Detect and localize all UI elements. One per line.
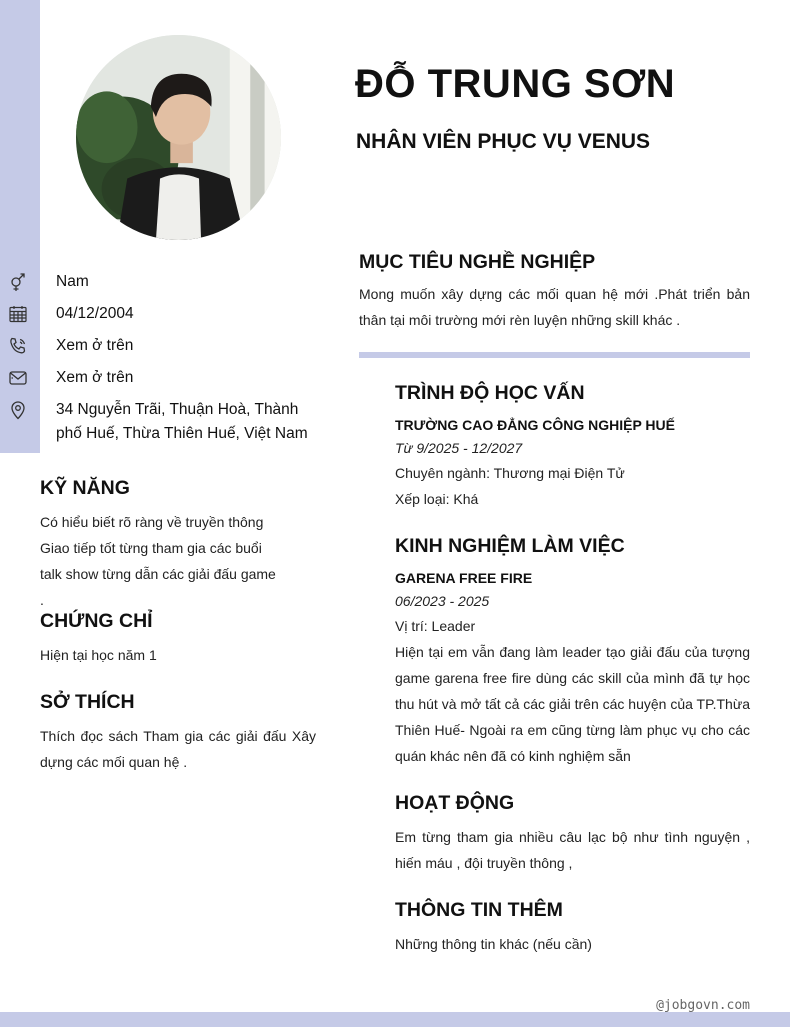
address-value: 34 Nguyễn Trãi, Thuận Hoà, Thành phố Huế, Thừa Thiên Huế, Việt Nam xyxy=(56,401,308,442)
profile-photo xyxy=(76,35,281,240)
calendar-icon xyxy=(8,304,30,326)
experience-period: 06/2023 - 2025 xyxy=(395,593,490,609)
experience-description: Hiện tại em vẫn đang làm leader tạo giải đấu của tượng game garena free fire dùng các skill của mình đã tự học thu hút và mở tất cả các giải trên các huyện của TP.Thừa Thiên Huế- Ngoài ra em cũng từng làm phục vụ cho các quán khác nên đã có kinh nghiệm sẵn xyxy=(395,644,751,764)
gender-value: Nam xyxy=(56,273,89,290)
email-value: Xem ở trên xyxy=(56,369,134,386)
certificates-heading: CHỨNG CHỈ xyxy=(40,610,153,632)
location-pin-icon xyxy=(8,400,30,422)
avatar xyxy=(76,35,281,240)
phone-value: Xem ở trên xyxy=(56,337,134,354)
job-title: NHÂN VIÊN PHỤC VỤ VENUS xyxy=(356,130,651,153)
education-period: Từ 9/2025 - 12/2027 xyxy=(395,440,523,456)
birthday-value: 04/12/2004 xyxy=(56,305,134,322)
certificates-text: Hiện tại học năm 1 xyxy=(40,647,157,663)
experience-position: Vị trí: Leader xyxy=(395,618,476,634)
skills-heading: KỸ NĂNG xyxy=(40,477,130,499)
education-major: Chuyên ngành: Thương mại Điện Tử xyxy=(395,465,625,481)
watermark: @jobgovn.com xyxy=(656,998,750,1013)
additional-text: Những thông tin khác (nếu cần) xyxy=(395,936,592,952)
hobbies-heading: SỞ THÍCH xyxy=(40,691,135,713)
objective-text: Mong muốn xây dựng các mối quan hệ mới .Phát triển bản thân tại môi trường mới rèn luyện những skill khác . xyxy=(359,286,750,328)
hobbies-text: Thích đọc sách Tham gia các giải đấu Xây dựng các mối quan hệ . xyxy=(40,728,316,770)
activities-heading: HOẠT ĐỘNG xyxy=(395,792,515,814)
education-heading: TRÌNH ĐỘ HỌC VẤN xyxy=(395,382,585,404)
activities-text: Em từng tham gia nhiều câu lạc bộ như tình nguyện , hiến máu , đội truyền thông , xyxy=(395,829,750,871)
objective-heading: MỤC TIÊU NGHỀ NGHIỆP xyxy=(359,251,596,273)
experience-heading: KINH NGHIỆM LÀM VIỆC xyxy=(395,535,625,557)
mail-icon xyxy=(8,368,30,390)
section-divider xyxy=(359,352,750,358)
experience-company: GARENA FREE FIRE xyxy=(395,570,533,586)
gender-icon xyxy=(8,272,30,294)
education-rank: Xếp loại: Khá xyxy=(395,491,479,507)
footer-accent-strip xyxy=(0,1012,790,1027)
phone-icon xyxy=(8,336,30,358)
candidate-name: ĐỖ TRUNG SƠN xyxy=(355,62,676,106)
education-school: TRƯỜNG CAO ĐẲNG CÔNG NGHIỆP HUẾ xyxy=(395,417,675,433)
skills-text: Có hiểu biết rõ ràng về truyền thông Giao tiếp tốt từng tham gia các buổi talk show từng dẫn các giải đấu game . xyxy=(40,514,276,608)
additional-heading: THÔNG TIN THÊM xyxy=(395,899,563,921)
